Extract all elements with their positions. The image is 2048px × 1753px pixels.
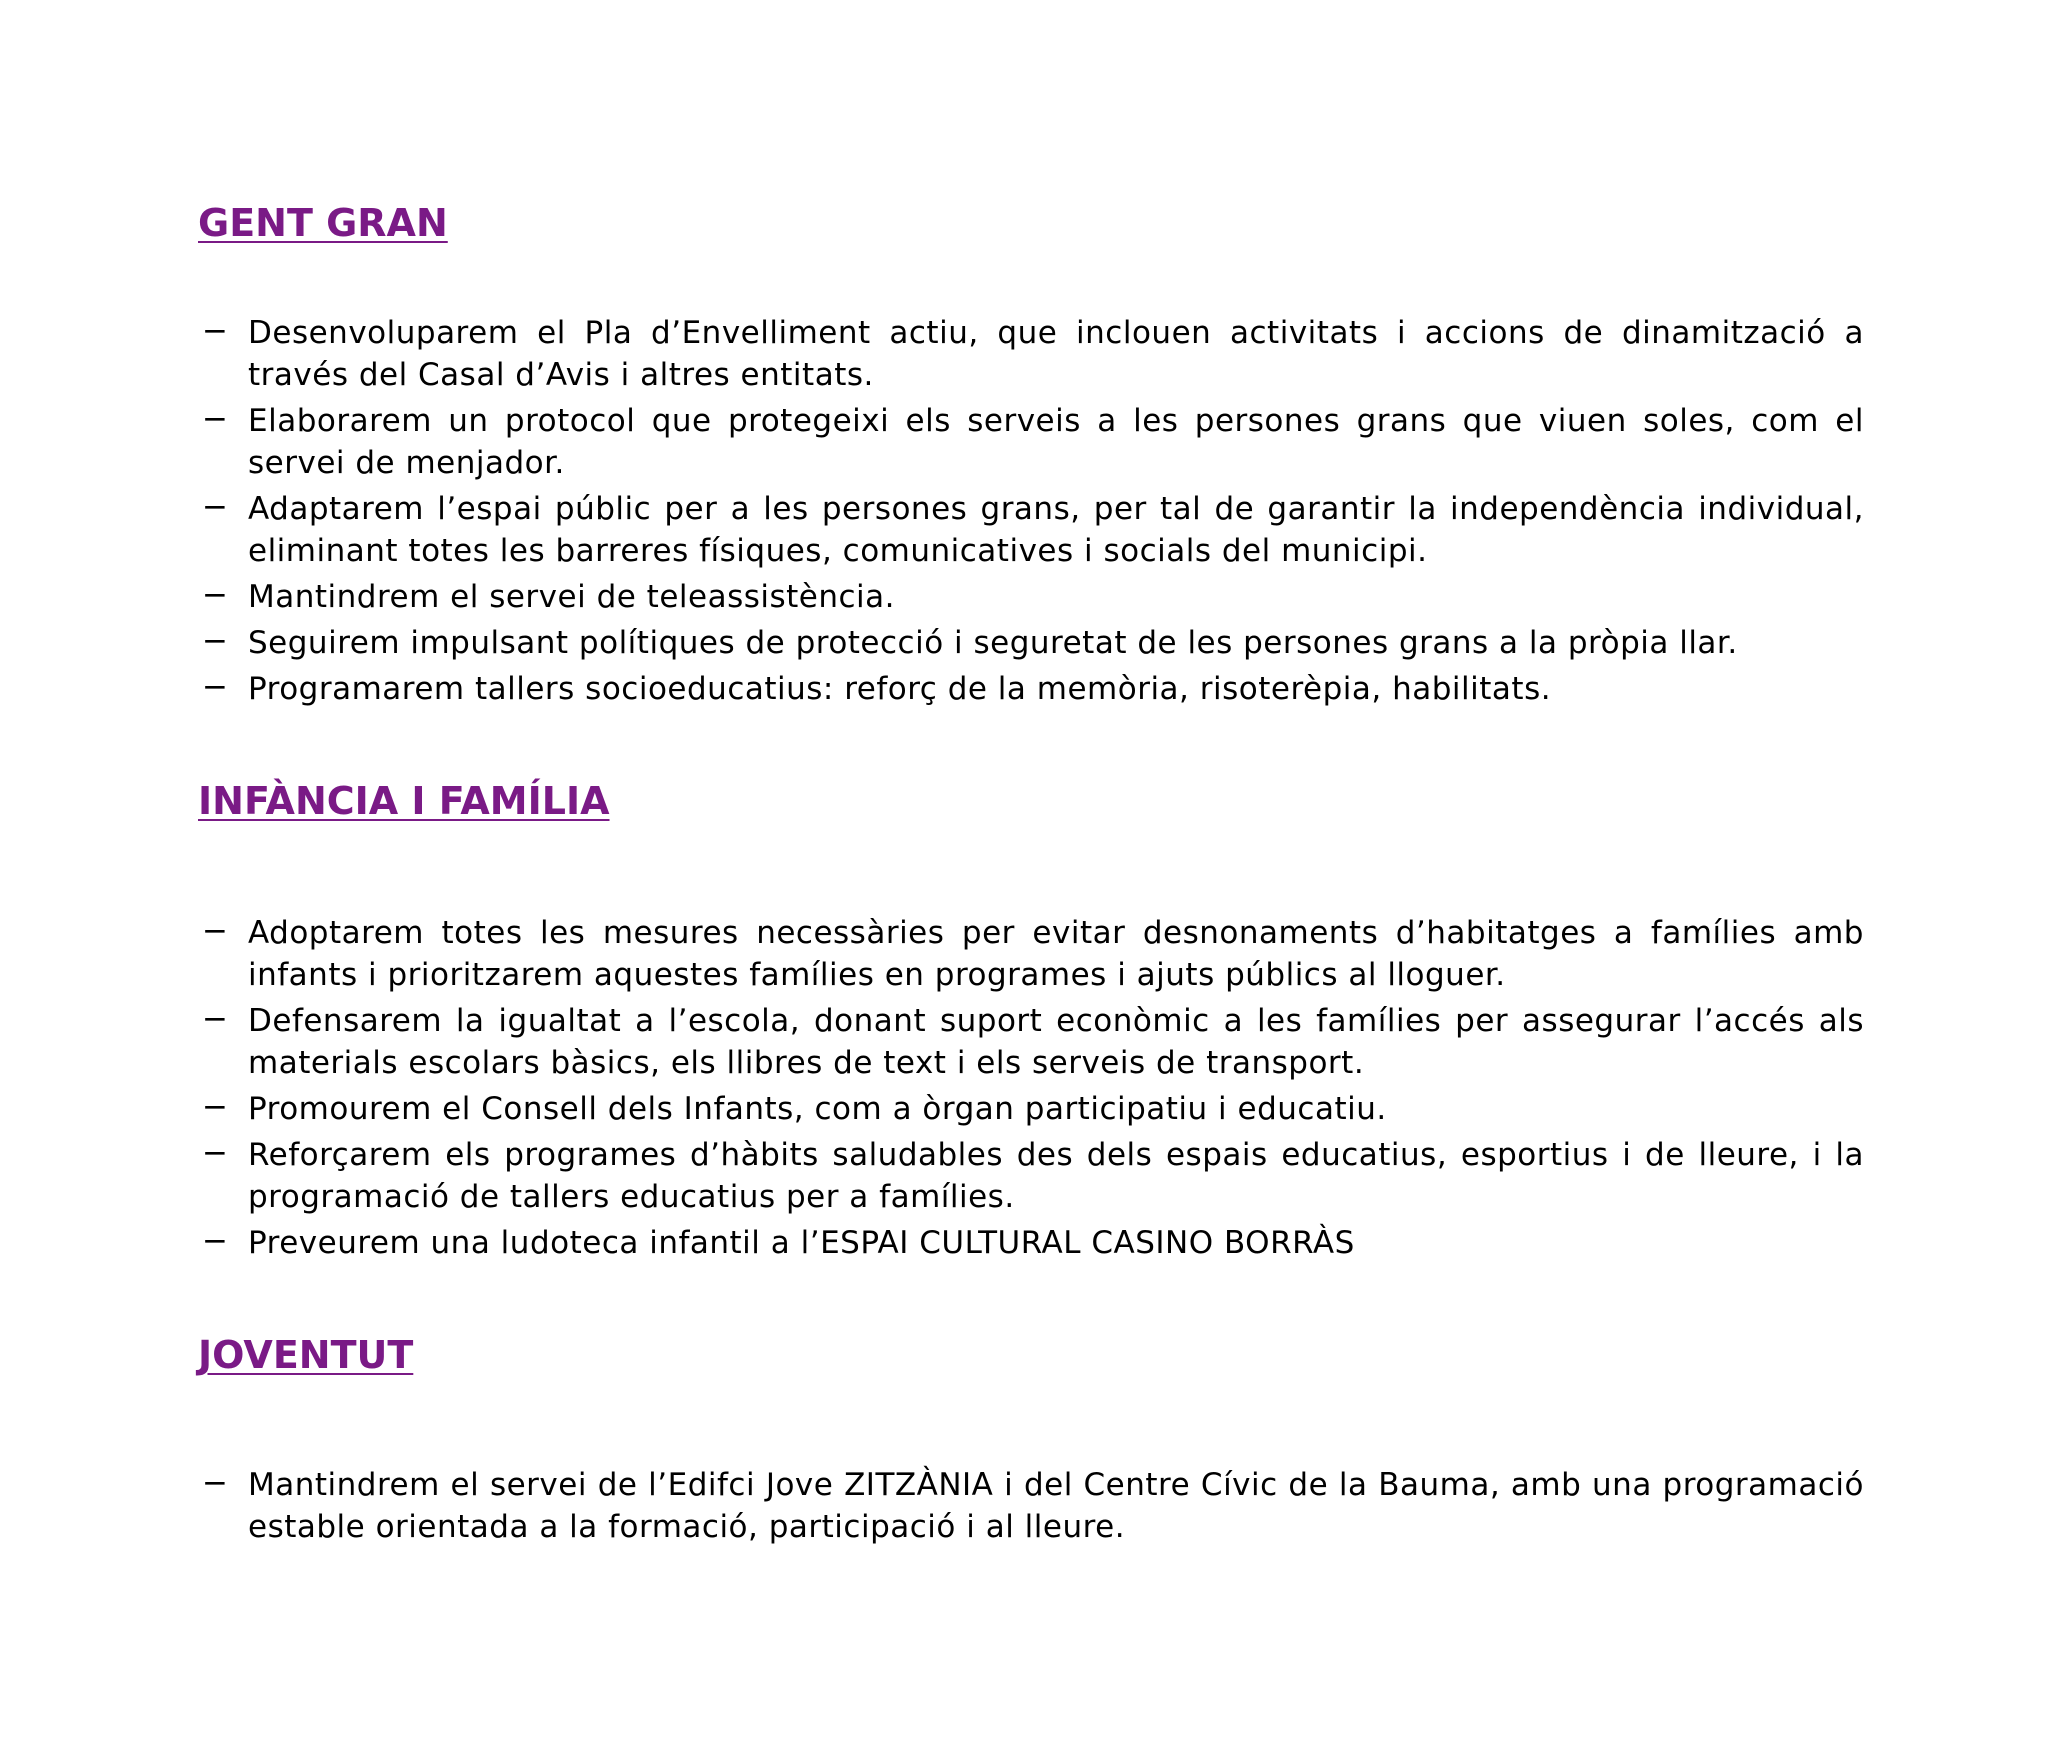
list-item-text: Mantindrem el servei de l’Edifci Jove ZITZÀNIA i del Centre Cívic de la Bauma, amb una programació estable orientada a la formació, participació i al lleure.	[248, 1467, 1864, 1545]
list-item	[198, 576, 1864, 618]
bullet-dash: −	[202, 489, 229, 525]
list-item	[198, 1134, 1864, 1218]
bullet-list-infancia-familia	[198, 912, 1864, 1268]
bullet-dash: −	[202, 1089, 229, 1125]
bullet-dash: −	[202, 313, 229, 349]
list-item	[198, 488, 1864, 572]
bullet-dash: −	[202, 623, 229, 659]
list-item-text: Programarem tallers socioeducatius: reforç de la memòria, risoterèpia, habilitats.	[248, 671, 1552, 707]
section-heading-joventut: JOVENTUT	[198, 1333, 414, 1377]
list-item-text: Defensarem la igualtat a l’escola, donant suport econòmic a les famílies per assegurar l’accés als materials escolars bàsics, els llibres de text i els serveis de transport.	[248, 1003, 1864, 1081]
list-item-text: Desenvoluparem el Pla d’Envelliment actiu, que inclouen activitats i accions de dinamització a través del Casal d’Avis i altres entitats.	[248, 315, 1864, 393]
list-item	[198, 1088, 1864, 1130]
bullet-dash: −	[202, 1001, 229, 1037]
list-item	[198, 668, 1864, 710]
list-item-text: Seguirem impulsant polítiques de protecció i seguretat de les persones grans a la pròpia llar.	[248, 625, 1738, 661]
list-item	[198, 622, 1864, 664]
bullet-dash: −	[202, 913, 229, 949]
section-heading-gent-gran: GENT GRAN	[198, 201, 448, 245]
section-heading-infancia-familia: INFÀNCIA I FAMÍLIA	[198, 779, 610, 823]
bullet-dash: −	[202, 401, 229, 437]
list-item	[198, 1464, 1864, 1548]
bullet-dash: −	[202, 1223, 229, 1259]
list-item-text: Preveurem una ludoteca infantil a l’ESPAI CULTURAL CASINO BORRÀS	[248, 1225, 1355, 1261]
list-item-text: Adoptarem totes les mesures necessàries per evitar desnonaments d’habitatges a famílies amb infants i prioritzarem aquestes famílies en programes i ajuts públics al lloguer.	[248, 915, 1864, 993]
list-item	[198, 912, 1864, 996]
list-item-text: Promourem el Consell dels Infants, com a òrgan participatiu i educatiu.	[248, 1091, 1387, 1127]
bullet-dash: −	[202, 1465, 229, 1501]
list-item	[198, 1222, 1864, 1264]
list-item-text: Reforçarem els programes d’hàbits saludables des dels espais educatius, esportius i de lleure, i la programació de tallers educatius per a famílies.	[248, 1137, 1864, 1215]
list-item-text: Adaptarem l’espai públic per a les persones grans, per tal de garantir la independència individual, eliminant totes les barreres físiques, comunicatives i socials del municipi.	[248, 491, 1864, 569]
list-item-text: Mantindrem el servei de teleassistència.	[248, 579, 896, 615]
bullet-dash: −	[202, 1135, 229, 1171]
list-item	[198, 1000, 1864, 1084]
list-item-text: Elaborarem un protocol que protegeixi els serveis a les persones grans que viuen soles, com el servei de menjador.	[248, 403, 1864, 481]
bullet-list-gent-gran	[198, 312, 1864, 714]
bullet-dash: −	[202, 577, 229, 613]
list-item	[198, 400, 1864, 484]
bullet-list-joventut	[198, 1464, 1864, 1552]
list-item	[198, 312, 1864, 396]
bullet-dash: −	[202, 669, 229, 705]
